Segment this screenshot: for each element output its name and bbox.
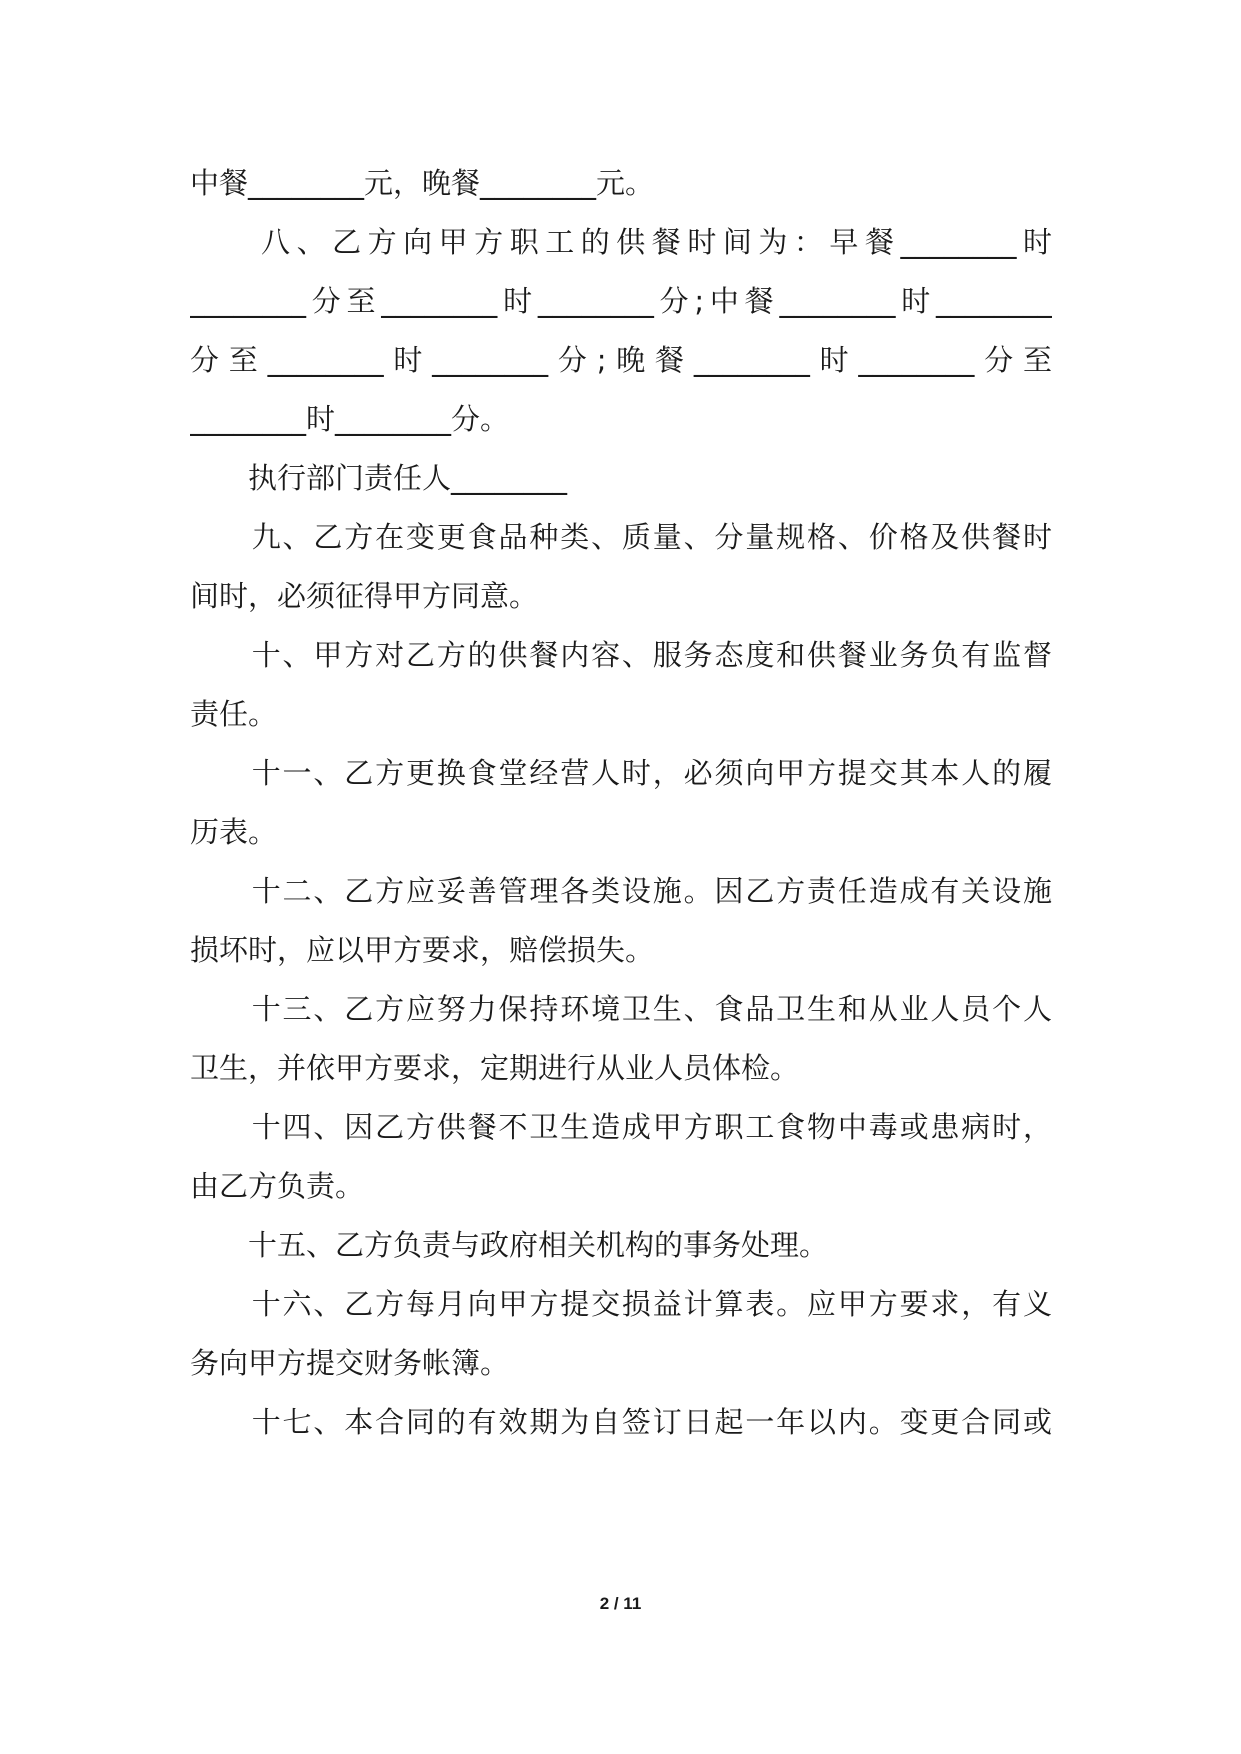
text-line: 十六、乙方每月向甲方提交损益计算表。应甲方要求，有义 [190, 1287, 1052, 1321]
text-line: 八、乙方向甲方职工的供餐时间为：早餐________时 [190, 225, 1052, 259]
text-line: 间时，必须征得甲方同意。 [190, 579, 539, 613]
text-line: 历表。 [190, 815, 278, 849]
text-line: 九、乙方在变更食品种类、质量、分量规格、价格及供餐时 [190, 520, 1052, 554]
text-line: 十四、因乙方供餐不卫生造成甲方职工食物中毒或患病时， [190, 1110, 1052, 1144]
text-line: 中餐________元，晚餐________元。 [190, 166, 655, 200]
page-number: 2 / 11 [599, 1594, 642, 1613]
text-line: 分至________时________分;晚餐________时________分至 [190, 343, 1052, 377]
text-line: ________时________分。 [190, 402, 510, 436]
text-line: 卫生，并依甲方要求，定期进行从业人员体检。 [190, 1051, 800, 1085]
text-line: 十二、乙方应妥善管理各类设施。因乙方责任造成有关设施 [190, 874, 1052, 908]
text-line: 十一、乙方更换食堂经营人时，必须向甲方提交其本人的履 [190, 756, 1052, 790]
text-line: 执行部门责任人________ [190, 461, 568, 495]
text-line: 十三、乙方应努力保持环境卫生、食品卫生和从业人员个人 [190, 992, 1052, 1026]
text-line: 十五、乙方负责与政府相关机构的事务处理。 [190, 1228, 829, 1262]
text-line: 务向甲方提交财务帐簿。 [190, 1346, 510, 1380]
text-line: 损坏时，应以甲方要求，赔偿损失。 [190, 933, 655, 967]
text-line: 十、甲方对乙方的供餐内容、服务态度和供餐业务负有监督 [190, 638, 1052, 672]
text-line: 十七、本合同的有效期为自签订日起一年以内。变更合同或 [190, 1405, 1052, 1439]
text-line: ________分至________时________分;中餐________时________ [190, 284, 1052, 318]
text-line: 责任。 [190, 697, 278, 731]
text-line: 由乙方负责。 [190, 1169, 365, 1203]
